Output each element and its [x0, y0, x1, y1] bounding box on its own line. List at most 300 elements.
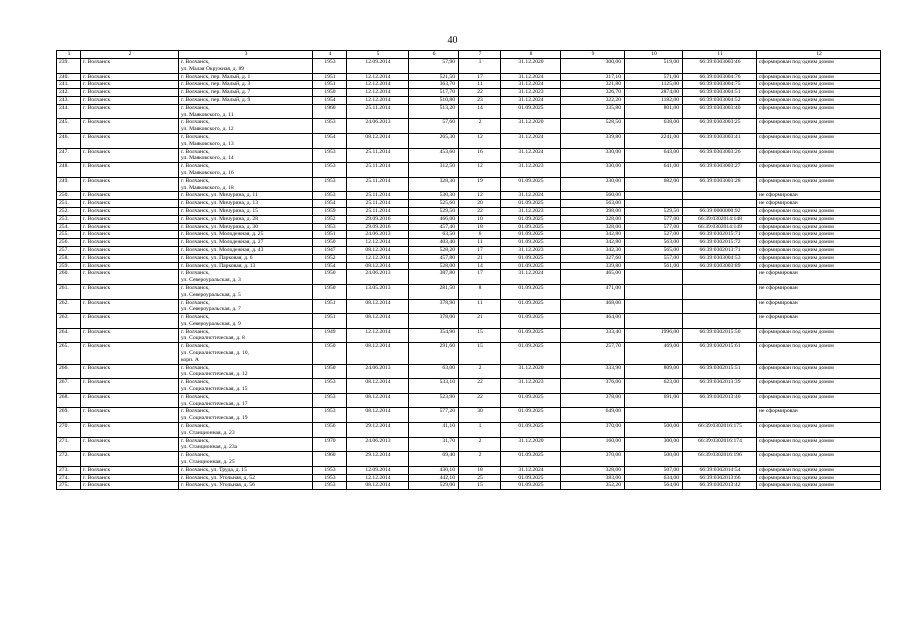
cell-date: 12.12.2014 [347, 328, 409, 343]
cell-land-status: не сформирован [757, 200, 881, 208]
cell-cadastral-number: 66:39:0302013:66 [683, 474, 757, 482]
cell-date-deadline: 01.09.2025 [501, 231, 561, 239]
cell-cadastral-number: 66:39:0303004:52 [683, 96, 757, 104]
table-row [57, 59, 881, 74]
cell-land-area: 1125,00 [625, 81, 683, 89]
table-row [57, 423, 881, 438]
cell-settlement: г. Волчанск [81, 343, 179, 364]
cell-cost: 326,70 [561, 89, 625, 97]
cell-address: г. Волчанск, ул. Станционная, д. 23 [179, 423, 313, 438]
table-row [57, 223, 881, 231]
cell-date: 25.11.2014 [347, 192, 409, 200]
cell-residents: 1 [459, 423, 501, 438]
cell-cost: 370,00 [561, 423, 625, 438]
cell-year-built: 1950 [313, 270, 347, 285]
column-number: 10 [625, 51, 683, 59]
cell-land-status: сформирован под одним домом [757, 328, 881, 343]
cell-row-number: 272. [57, 452, 81, 467]
cell-land-status: сформирован под одним домом [757, 482, 881, 490]
column-number: 2 [81, 51, 179, 59]
cell-date: 24.06.2013 [347, 437, 409, 452]
cell-residents: 23 [459, 96, 501, 104]
cell-cadastral-number [683, 200, 757, 208]
column-number: 11 [683, 51, 757, 59]
cell-residents: 19 [459, 177, 501, 192]
table-row [57, 207, 881, 215]
cell-cost: 342,80 [561, 239, 625, 247]
cell-settlement: г. Волчанск [81, 466, 179, 474]
table-row [57, 314, 881, 329]
cell-residents: 22 [459, 89, 501, 97]
cell-land-status: сформирован под одним домом [757, 163, 881, 178]
cell-date: 24.06.2013 [347, 119, 409, 134]
cell-area: 529,50 [409, 207, 459, 215]
cell-area: 533,10 [409, 379, 459, 394]
cell-residents: 8 [459, 284, 501, 299]
cell-cadastral-number: 66:39:0302013:42 [683, 482, 757, 490]
cell-land-area [625, 192, 683, 200]
cell-land-area: 623,00 [625, 379, 683, 394]
cell-cadastral-number [683, 270, 757, 285]
column-number: 9 [561, 51, 625, 59]
column-number: 6 [409, 51, 459, 59]
cell-cadastral-number: 66:39:0303003:26 [683, 148, 757, 163]
cell-area: 577,20 [409, 408, 459, 423]
cell-settlement: г. Волчанск [81, 393, 179, 408]
cell-land-area [625, 284, 683, 299]
cell-address: г. Волчанск, ул. Парковая, д. 13 [179, 262, 313, 270]
cell-row-number: 262. [57, 299, 81, 314]
cell-address: г. Волчанск, ул. Североуральская, д. 9 [179, 314, 313, 329]
cell-land-status: сформирован под одним домом [757, 133, 881, 148]
cell-cost: 335,80 [561, 104, 625, 119]
cell-cost: 465,00 [561, 270, 625, 285]
cell-row-number: 248. [57, 163, 81, 178]
cell-land-status: сформирован под одним домом [757, 262, 881, 270]
cell-date-deadline: 01.09.2025 [501, 328, 561, 343]
cell-area: 363,70 [409, 81, 459, 89]
cell-cost: 649,00 [561, 408, 625, 423]
cell-area: 466,00 [409, 215, 459, 223]
cell-year-built: 1953 [313, 466, 347, 474]
cell-row-number: 239. [57, 59, 81, 74]
cell-residents: 15 [459, 328, 501, 343]
cell-land-status: не сформирован [757, 270, 881, 285]
cell-address: г. Волчанск, ул. Молодежная, д. 27 [179, 239, 313, 247]
cell-area: 57,60 [409, 119, 459, 134]
cell-cost: 528,50 [561, 119, 625, 134]
cell-date-deadline: 01.09.2025 [501, 408, 561, 423]
cell-date: 24.06.2013 [347, 231, 409, 239]
cell-cost: 328,00 [561, 223, 625, 231]
cell-cadastral-number [683, 314, 757, 329]
cell-address: г. Волчанск, ул. Угольная, д. 56 [179, 482, 313, 490]
cell-row-number: 241. [57, 81, 81, 89]
cell-cadastral-number: 66:39:0302016:174 [683, 437, 757, 452]
cell-land-area: 561,00 [625, 262, 683, 270]
cell-land-area: 691,00 [625, 393, 683, 408]
cell-row-number: 250. [57, 192, 81, 200]
cell-date: 12.12.2014 [347, 474, 409, 482]
cell-year-built: 1954 [313, 200, 347, 208]
cell-cost: 468,00 [561, 299, 625, 314]
cell-land-area: 1182,00 [625, 96, 683, 104]
cell-address: г. Волчанск, ул. Социалистическая, д. 19 [179, 408, 313, 423]
cell-cadastral-number: 66:39:0302015:51 [683, 364, 757, 379]
cell-cadastral-number: 66:39:0302013:40 [683, 393, 757, 408]
cell-year-built: 1947 [313, 246, 347, 254]
cell-year-built: 1950 [313, 284, 347, 299]
cell-settlement: г. Волчанск [81, 223, 179, 231]
cell-cadastral-number [683, 284, 757, 299]
cell-land-status: сформирован под одним домом [757, 343, 881, 364]
cell-settlement: г. Волчанск [81, 81, 179, 89]
cell-land-status: сформирован под одним домом [757, 246, 881, 254]
cell-cost: 383,00 [561, 474, 625, 482]
cell-area: 69,40 [409, 452, 459, 467]
cell-date-deadline: 01.09.2025 [501, 482, 561, 490]
cell-date-deadline: 31.12.2024 [501, 81, 561, 89]
cell-cadastral-number [683, 192, 757, 200]
cell-land-status: не сформирован [757, 408, 881, 423]
cell-date: 08.12.2014 [347, 343, 409, 364]
cell-address: г. Волчанск, ул. Маяковского, д. 13 [179, 133, 313, 148]
cell-year-built: 1953 [313, 223, 347, 231]
cell-settlement: г. Волчанск [81, 133, 179, 148]
cell-date-deadline: 31.12.2020 [501, 59, 561, 74]
cell-date-deadline: 01.09.2025 [501, 423, 561, 438]
cell-settlement: г. Волчанск [81, 59, 179, 74]
cell-row-number: 269. [57, 408, 81, 423]
cell-cadastral-number: 66:39:0302013:71 [683, 246, 757, 254]
table-row [57, 96, 881, 104]
cell-date: 25.11.2014 [347, 148, 409, 163]
cell-land-area: 527,00 [625, 231, 683, 239]
cell-cadastral-number: 66:39:0302015:72 [683, 239, 757, 247]
cell-land-area: 641,00 [625, 163, 683, 178]
cell-date: 12.09.2014 [347, 466, 409, 474]
cell-cost: 333,90 [561, 364, 625, 379]
cell-cadastral-number: 66:39:0302016:196 [683, 452, 757, 467]
cell-land-area: 300,00 [625, 437, 683, 452]
cell-settlement: г. Волчанск [81, 73, 179, 81]
table-row [57, 437, 881, 452]
cell-row-number: 268. [57, 393, 81, 408]
cell-settlement: г. Волчанск [81, 119, 179, 134]
cell-row-number: 275. [57, 482, 81, 490]
cell-land-area: 1996,00 [625, 328, 683, 343]
cell-address: г. Волчанск, ул. Социалистическая, д. 8 [179, 328, 313, 343]
cell-land-status: сформирован под одним домом [757, 239, 881, 247]
cell-residents: 20 [459, 200, 501, 208]
cell-area: 517,70 [409, 89, 459, 97]
cell-address: г. Волчанск, ул. Мичурина, д. 28 [179, 215, 313, 223]
cell-cost: 464,00 [561, 314, 625, 329]
cell-date-deadline: 31.12.2024 [501, 192, 561, 200]
cell-year-built: 1951 [313, 299, 347, 314]
cell-date: 12.12.2014 [347, 239, 409, 247]
cell-land-status: не сформирован [757, 284, 881, 299]
cell-residents: 17 [459, 246, 501, 254]
cell-land-area: 577,00 [625, 223, 683, 231]
cell-address: г. Волчанск, ул. Парковая, д. 6 [179, 254, 313, 262]
cell-area: 312,50 [409, 163, 459, 178]
cell-cadastral-number: 66:39:0303004:75 [683, 81, 757, 89]
cell-cost: 398,00 [561, 207, 625, 215]
cell-cost: 342,30 [561, 246, 625, 254]
cell-cadastral-number: 66:39:0302015:71 [683, 231, 757, 239]
cell-land-status: сформирован под одним домом [757, 466, 881, 474]
cell-date-deadline: 01.09.2025 [501, 177, 561, 192]
cell-date: 08.12.2014 [347, 133, 409, 148]
cell-year-built: 1951 [313, 231, 347, 239]
column-number: 1 [57, 51, 81, 59]
cell-cadastral-number: 66:39:0303004:53 [683, 254, 757, 262]
cell-settlement: г. Волчанск [81, 364, 179, 379]
cell-cadastral-number: 66:39:0303003:46 [683, 59, 757, 74]
cell-cadastral-number: 66:39:0303004:51 [683, 89, 757, 97]
cell-cost: 330,00 [561, 148, 625, 163]
cell-date: 25.11.2014 [347, 104, 409, 119]
cell-settlement: г. Волчанск [81, 437, 179, 452]
cell-address: г. Волчанск, пер. Малый, д. 1 [179, 73, 313, 81]
table-row [57, 119, 881, 134]
cell-address: г. Волчанск, ул. Мичурина, д. 15 [179, 207, 313, 215]
cell-row-number: 252. [57, 207, 81, 215]
cell-year-built: 1951 [313, 81, 347, 89]
cell-date-deadline: 31.12.2023 [501, 246, 561, 254]
cell-date-deadline: 31.12.2024 [501, 96, 561, 104]
cell-residents: 11 [459, 81, 501, 89]
cell-land-area: 500,00 [625, 452, 683, 467]
cell-date-deadline: 01.09.2025 [501, 254, 561, 262]
cell-date: 08.12.2014 [347, 408, 409, 423]
cell-date-deadline: 01.09.2025 [501, 104, 561, 119]
cell-cost: 300,00 [561, 59, 625, 74]
cell-year-built: 1953 [313, 393, 347, 408]
cell-row-number: 258. [57, 254, 81, 262]
cell-year-built: 1953 [313, 177, 347, 192]
cell-land-status: не сформирован [757, 299, 881, 314]
cell-date: 12.12.2014 [347, 73, 409, 81]
cell-land-area: 563,00 [625, 239, 683, 247]
cell-date-deadline: 01.09.2025 [501, 215, 561, 223]
cell-settlement: г. Волчанск [81, 207, 179, 215]
cell-date-deadline: 01.09.2025 [501, 393, 561, 408]
cell-date-deadline: 31.12.2020 [501, 437, 561, 452]
cell-land-area: 500,00 [625, 423, 683, 438]
cell-cost: 333,40 [561, 328, 625, 343]
cell-year-built: 1952 [313, 254, 347, 262]
cell-area: 387,80 [409, 270, 459, 285]
cell-address: г. Волчанск, ул. Североуральская, д. 7 [179, 299, 313, 314]
cell-land-status: сформирован под одним домом [757, 223, 881, 231]
cell-settlement: г. Волчанск [81, 246, 179, 254]
cell-settlement: г. Волчанск [81, 239, 179, 247]
cell-row-number: 246. [57, 133, 81, 148]
cell-date-deadline: 31.12.2020 [501, 364, 561, 379]
cell-address: г. Волчанск, ул. Угольная, д. 52 [179, 474, 313, 482]
cell-residents: 30 [459, 408, 501, 423]
cell-date: 29.09.2016 [347, 223, 409, 231]
cell-cadastral-number [683, 299, 757, 314]
cell-year-built: 1953 [313, 148, 347, 163]
cell-residents: 6 [459, 231, 501, 239]
cell-address: г. Волчанск, ул. Маяковского, д. 18 [179, 177, 313, 192]
cell-date: 12.12.2014 [347, 96, 409, 104]
cell-land-status: сформирован под одним домом [757, 452, 881, 467]
cell-land-area: 801,00 [625, 104, 683, 119]
column-number-row [57, 51, 881, 59]
cell-year-built: 1960 [313, 104, 347, 119]
cell-cost: 342,80 [561, 231, 625, 239]
cell-date: 08.12.2014 [347, 262, 409, 270]
cell-date: 08.12.2014 [347, 314, 409, 329]
cell-settlement: г. Волчанск [81, 270, 179, 285]
cell-area: 528,20 [409, 246, 459, 254]
cell-row-number: 244. [57, 104, 81, 119]
cell-residents: 22 [459, 379, 501, 394]
cell-row-number: 243. [57, 96, 81, 104]
table-row [57, 231, 881, 239]
cell-year-built: 1954 [313, 133, 347, 148]
cell-address: г. Волчанск, ул. Труда, д. 15 [179, 466, 313, 474]
cell-year-built: 1953 [313, 482, 347, 490]
cell-settlement: г. Волчанск [81, 148, 179, 163]
cell-date: 25.11.2014 [347, 207, 409, 215]
cell-address: г. Волчанск, ул. Маяковского, д. 12 [179, 119, 313, 134]
cell-area: 378,90 [409, 299, 459, 314]
cell-residents: 21 [459, 314, 501, 329]
cell-date: 24.06.2013 [347, 270, 409, 285]
cell-date-deadline: 31.12.2024 [501, 148, 561, 163]
cell-year-built: 1956 [313, 423, 347, 438]
cell-row-number: 263. [57, 314, 81, 329]
table-row [57, 192, 881, 200]
cell-address: г. Волчанск, ул. Социалистическая, д. 12 [179, 364, 313, 379]
cell-residents: 2 [459, 452, 501, 467]
cell-date: 08.12.2014 [347, 393, 409, 408]
cell-residents: 25 [459, 474, 501, 482]
cell-land-area: 2241,00 [625, 133, 683, 148]
cell-year-built: 1949 [313, 328, 347, 343]
cell-settlement: г. Волчанск [81, 482, 179, 490]
cell-address: г. Волчанск, ул. Молодежная, д. 43 [179, 246, 313, 254]
table-row [57, 262, 881, 270]
cell-land-area: 571,00 [625, 73, 683, 81]
table-row [57, 452, 881, 467]
table-row [57, 148, 881, 163]
cell-date: 25.11.2014 [347, 200, 409, 208]
table-row [57, 89, 881, 97]
cell-residents: 12 [459, 133, 501, 148]
cell-address: г. Волчанск, ул. Североуральская, д. 3 [179, 270, 313, 285]
cell-year-built: 1954 [313, 96, 347, 104]
cell-year-built: 1952 [313, 215, 347, 223]
cell-area: 354,90 [409, 328, 459, 343]
cell-cadastral-number: 66:39:0302015:50 [683, 328, 757, 343]
cell-land-status: сформирован под одним домом [757, 379, 881, 394]
cell-area: 453,60 [409, 148, 459, 163]
cell-cadastral-number: 66:39:0303003:25 [683, 119, 757, 134]
cell-cost: 471,00 [561, 284, 625, 299]
page-number: 40 [447, 35, 458, 46]
cell-land-status: сформирован под одним домом [757, 393, 881, 408]
cell-land-area: 469,00 [625, 343, 683, 364]
cell-land-area [625, 314, 683, 329]
column-number: 7 [459, 51, 501, 59]
table-row [57, 254, 881, 262]
cell-address: г. Волчанск, ул. Маяковского, д. 16 [179, 163, 313, 178]
cell-cost: 560,00 [561, 192, 625, 200]
cell-date: 12.12.2014 [347, 89, 409, 97]
column-number: 12 [757, 51, 881, 59]
cell-row-number: 265. [57, 343, 81, 364]
cell-residents: 10 [459, 215, 501, 223]
cell-area: 525,60 [409, 200, 459, 208]
cell-cost: 370,00 [561, 452, 625, 467]
cell-address: г. Волчанск, ул. Мичурина, д. 11 [179, 192, 313, 200]
cell-cost: 257,70 [561, 343, 625, 364]
cell-land-status: сформирован под одним домом [757, 119, 881, 134]
cell-date-deadline: 01.09.2025 [501, 223, 561, 231]
cell-year-built: 1953 [313, 192, 347, 200]
cell-date-deadline: 01.09.2025 [501, 200, 561, 208]
table-row [57, 474, 881, 482]
cell-land-area: 682,00 [625, 177, 683, 192]
cell-cost: 327,60 [561, 254, 625, 262]
cell-year-built: 1954 [313, 262, 347, 270]
cell-land-status: сформирован под одним домом [757, 59, 881, 74]
cell-cost: 352,20 [561, 482, 625, 490]
cell-year-built: 1950 [313, 343, 347, 364]
cell-address: г. Волчанск, ул. Социалистическая, д. 15 [179, 379, 313, 394]
cell-area: 291,60 [409, 343, 459, 364]
cell-cadastral-number: 66:39:0303003:89 [683, 262, 757, 270]
table-row [57, 104, 881, 119]
cell-settlement: г. Волчанск [81, 104, 179, 119]
cell-date: 29.12.2014 [347, 423, 409, 438]
cell-address: г. Волчанск, ул. Мичурина, д. 13 [179, 200, 313, 208]
cell-cadastral-number: 66:39:0303004:76 [683, 73, 757, 81]
cell-land-status: не сформирован [757, 192, 881, 200]
cell-year-built: 1953 [313, 163, 347, 178]
cell-address: г. Волчанск, ул. Станционная, д. 25 [179, 452, 313, 467]
cell-area: 281,50 [409, 284, 459, 299]
cell-year-built: 1960 [313, 452, 347, 467]
cell-land-status: сформирован под одним домом [757, 231, 881, 239]
cell-residents: 22 [459, 207, 501, 215]
cell-cadastral-number: 66:39:0303003:27 [683, 163, 757, 178]
cell-date-deadline: 31.12.2023 [501, 207, 561, 215]
cell-settlement: г. Волчанск [81, 163, 179, 178]
cell-row-number: 242. [57, 89, 81, 97]
cell-date: 08.12.2014 [347, 246, 409, 254]
cell-land-area: 529,50 [625, 207, 683, 215]
cell-land-status: сформирован под одним домом [757, 474, 881, 482]
table-row [57, 343, 881, 364]
cell-residents: 12 [459, 192, 501, 200]
cell-year-built: 1950 [313, 89, 347, 97]
cell-settlement: г. Волчанск [81, 408, 179, 423]
table-row [57, 393, 881, 408]
cell-row-number: 259. [57, 262, 81, 270]
cell-date-deadline: 01.09.2025 [501, 284, 561, 299]
cell-address: г. Волчанск, ул. Маяковского, д. 14 [179, 148, 313, 163]
cell-area: 57,90 [409, 59, 459, 74]
cell-address: г. Волчанск, ул. Маяковского, д. 11 [179, 104, 313, 119]
cell-land-status: сформирован под одним домом [757, 96, 881, 104]
